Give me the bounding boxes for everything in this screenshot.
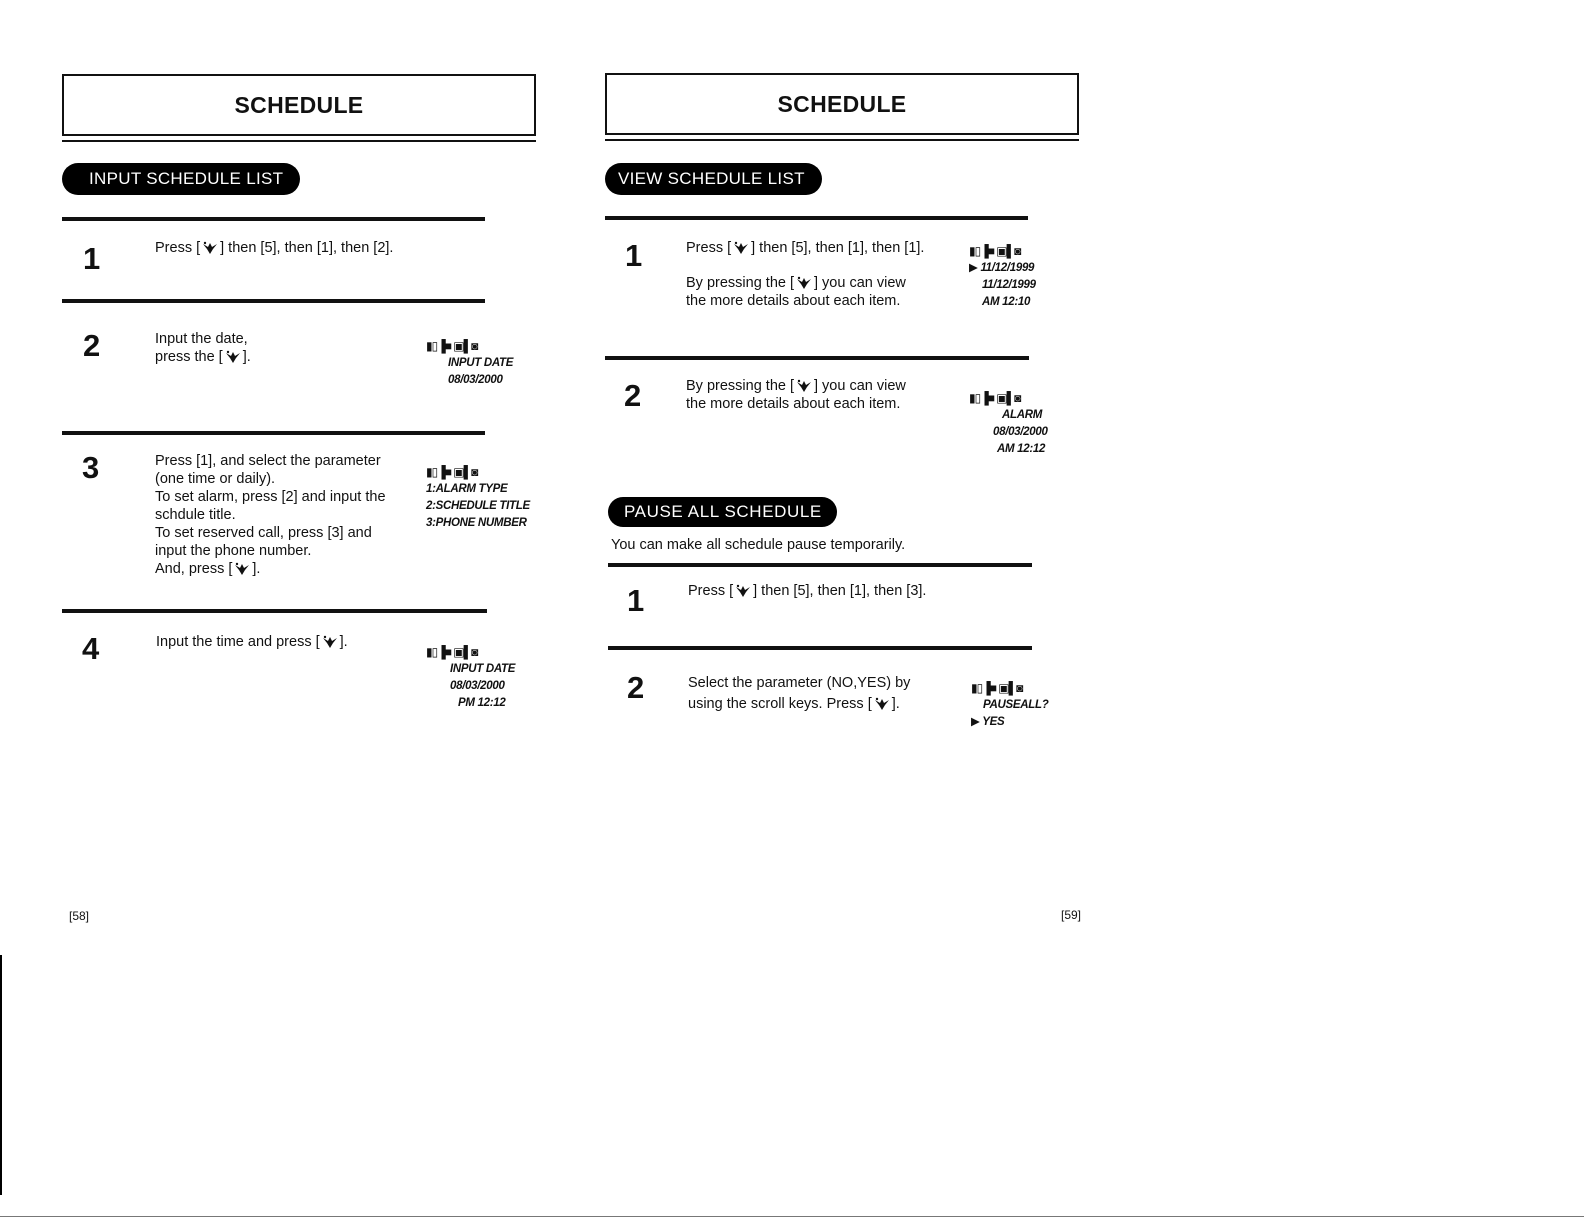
divider	[605, 356, 1029, 360]
pause-intro: You can make all schedule pause temporarily.	[611, 537, 906, 553]
display-line: PAUSEALL?	[983, 699, 1049, 711]
ok-key-icon	[234, 562, 250, 576]
step-number: 2	[83, 328, 101, 363]
step-text-line: input the phone number.	[155, 543, 312, 559]
step-text-part: Press [	[155, 240, 201, 256]
divider	[608, 563, 1032, 567]
ok-key-icon	[796, 276, 812, 290]
phone-display	[971, 682, 1048, 731]
display-line: AM 12:12	[997, 443, 1046, 455]
right-title-text: SCHEDULE	[777, 90, 907, 117]
ok-key-icon	[225, 350, 241, 364]
phone-display	[969, 392, 1048, 458]
step-text-part: ] you can view	[814, 275, 906, 291]
display-line: PM 12:12	[458, 697, 506, 709]
pause-all-schedule-label: PAUSE ALL SCHEDULE	[608, 497, 837, 527]
step-text-line: (one time or daily).	[155, 471, 276, 487]
step-text-part: ] then [5], then [1], then [3].	[753, 583, 927, 599]
status-icons: ▮▯▐■ ▣▌◙	[426, 645, 478, 659]
step-text-part: By pressing the [	[686, 378, 794, 394]
display-line: INPUT DATE	[450, 663, 516, 675]
step-text-part: ] then [5], then [1], then [2].	[220, 240, 394, 256]
step-text	[155, 452, 386, 578]
step-text-part: ].	[252, 561, 261, 577]
display-line: 2:SCHEDULE TITLE	[426, 500, 530, 512]
display-line: INPUT DATE	[448, 357, 514, 369]
divider	[62, 609, 487, 613]
display-line: 08/03/2000	[448, 374, 503, 386]
right-page-title	[605, 73, 1079, 135]
step-text-line: Press [1], and select the parameter	[155, 453, 381, 469]
step-text-line: Input the date,	[155, 331, 248, 347]
status-icons: ▮▯▐■ ▣▌◙	[969, 244, 1021, 258]
divider	[605, 216, 1028, 220]
divider	[62, 217, 485, 221]
status-icons: ▮▯▐■ ▣▌◙	[971, 681, 1023, 695]
step-text	[686, 239, 924, 310]
ok-key-icon	[796, 379, 812, 393]
step-text-part: By pressing the [	[686, 275, 794, 291]
step-text-part: And, press [	[155, 561, 233, 577]
display-line: 11/12/1999	[982, 279, 1036, 291]
ok-key-icon	[322, 635, 338, 649]
page-number: [58]	[69, 909, 90, 923]
step-text-part: ] you can view	[814, 378, 906, 394]
step-number: 2	[627, 670, 645, 705]
step-text-part: Input the time and press [	[156, 634, 320, 650]
display-line: ▶ YES	[971, 716, 1005, 728]
page-number: [59]	[1061, 908, 1082, 922]
step-text-part: ].	[242, 349, 251, 365]
input-schedule-list-label: INPUT SCHEDULE LIST	[62, 163, 300, 195]
step-text	[688, 673, 910, 715]
display-line: 1:ALARM TYPE	[426, 483, 508, 495]
status-icons: ▮▯▐■ ▣▌◙	[426, 339, 478, 353]
step-text-part: using the scroll keys. Press [	[688, 696, 872, 712]
status-icons: ▮▯▐■ ▣▌◙	[426, 465, 478, 479]
phone-display	[426, 646, 515, 712]
step-text	[155, 239, 393, 257]
display-line: 08/03/2000	[993, 426, 1048, 438]
left-title-text: SCHEDULE	[234, 91, 364, 118]
step-text-part: ].	[339, 634, 348, 650]
divider	[608, 646, 1032, 650]
ok-key-icon	[733, 241, 749, 255]
phone-display	[969, 245, 1036, 311]
step-text	[155, 330, 251, 366]
step-text-line: To set alarm, press [2] and input the	[155, 489, 386, 505]
left-page-title	[62, 74, 536, 136]
display-line: AM 12:10	[982, 296, 1031, 308]
step-text-part: ] then [5], then [1], then [1].	[751, 240, 925, 256]
ok-key-icon	[874, 697, 890, 711]
scan-edge-line	[0, 955, 2, 1195]
step-text-line: To set reserved call, press [3] and	[155, 525, 372, 541]
view-schedule-list-label: VIEW SCHEDULE LIST	[605, 163, 822, 195]
divider	[62, 431, 485, 435]
step-number: 2	[624, 378, 642, 413]
step-number: 4	[82, 631, 100, 666]
display-line: 08/03/2000	[450, 680, 505, 692]
display-line: ALARM	[1002, 409, 1043, 421]
step-text	[688, 582, 926, 600]
step-text-part: Press [	[688, 583, 734, 599]
step-text-part: press the [	[155, 349, 223, 365]
step-text-line: the more details about each item.	[686, 293, 901, 309]
display-line: ▶ 11/12/1999	[969, 262, 1035, 274]
step-text-line: the more details about each item.	[686, 396, 901, 412]
step-number: 1	[83, 241, 101, 276]
phone-display	[426, 466, 530, 532]
step-text-line: schdule title.	[155, 507, 236, 523]
display-line: 3:PHONE NUMBER	[426, 517, 527, 529]
divider	[62, 299, 485, 303]
step-number: 3	[82, 450, 100, 485]
step-text-part: ].	[891, 696, 900, 712]
scan-bottom-edge	[0, 1216, 1584, 1217]
step-number: 1	[625, 238, 643, 273]
step-text-part: Press [	[686, 240, 732, 256]
ok-key-icon	[202, 241, 218, 255]
status-icons: ▮▯▐■ ▣▌◙	[969, 391, 1021, 405]
step-number: 1	[627, 583, 645, 618]
step-text	[686, 377, 906, 413]
ok-key-icon	[735, 584, 751, 598]
step-text	[156, 633, 348, 651]
step-text-line: Select the parameter (NO,YES) by	[688, 675, 911, 691]
phone-display	[426, 340, 513, 389]
